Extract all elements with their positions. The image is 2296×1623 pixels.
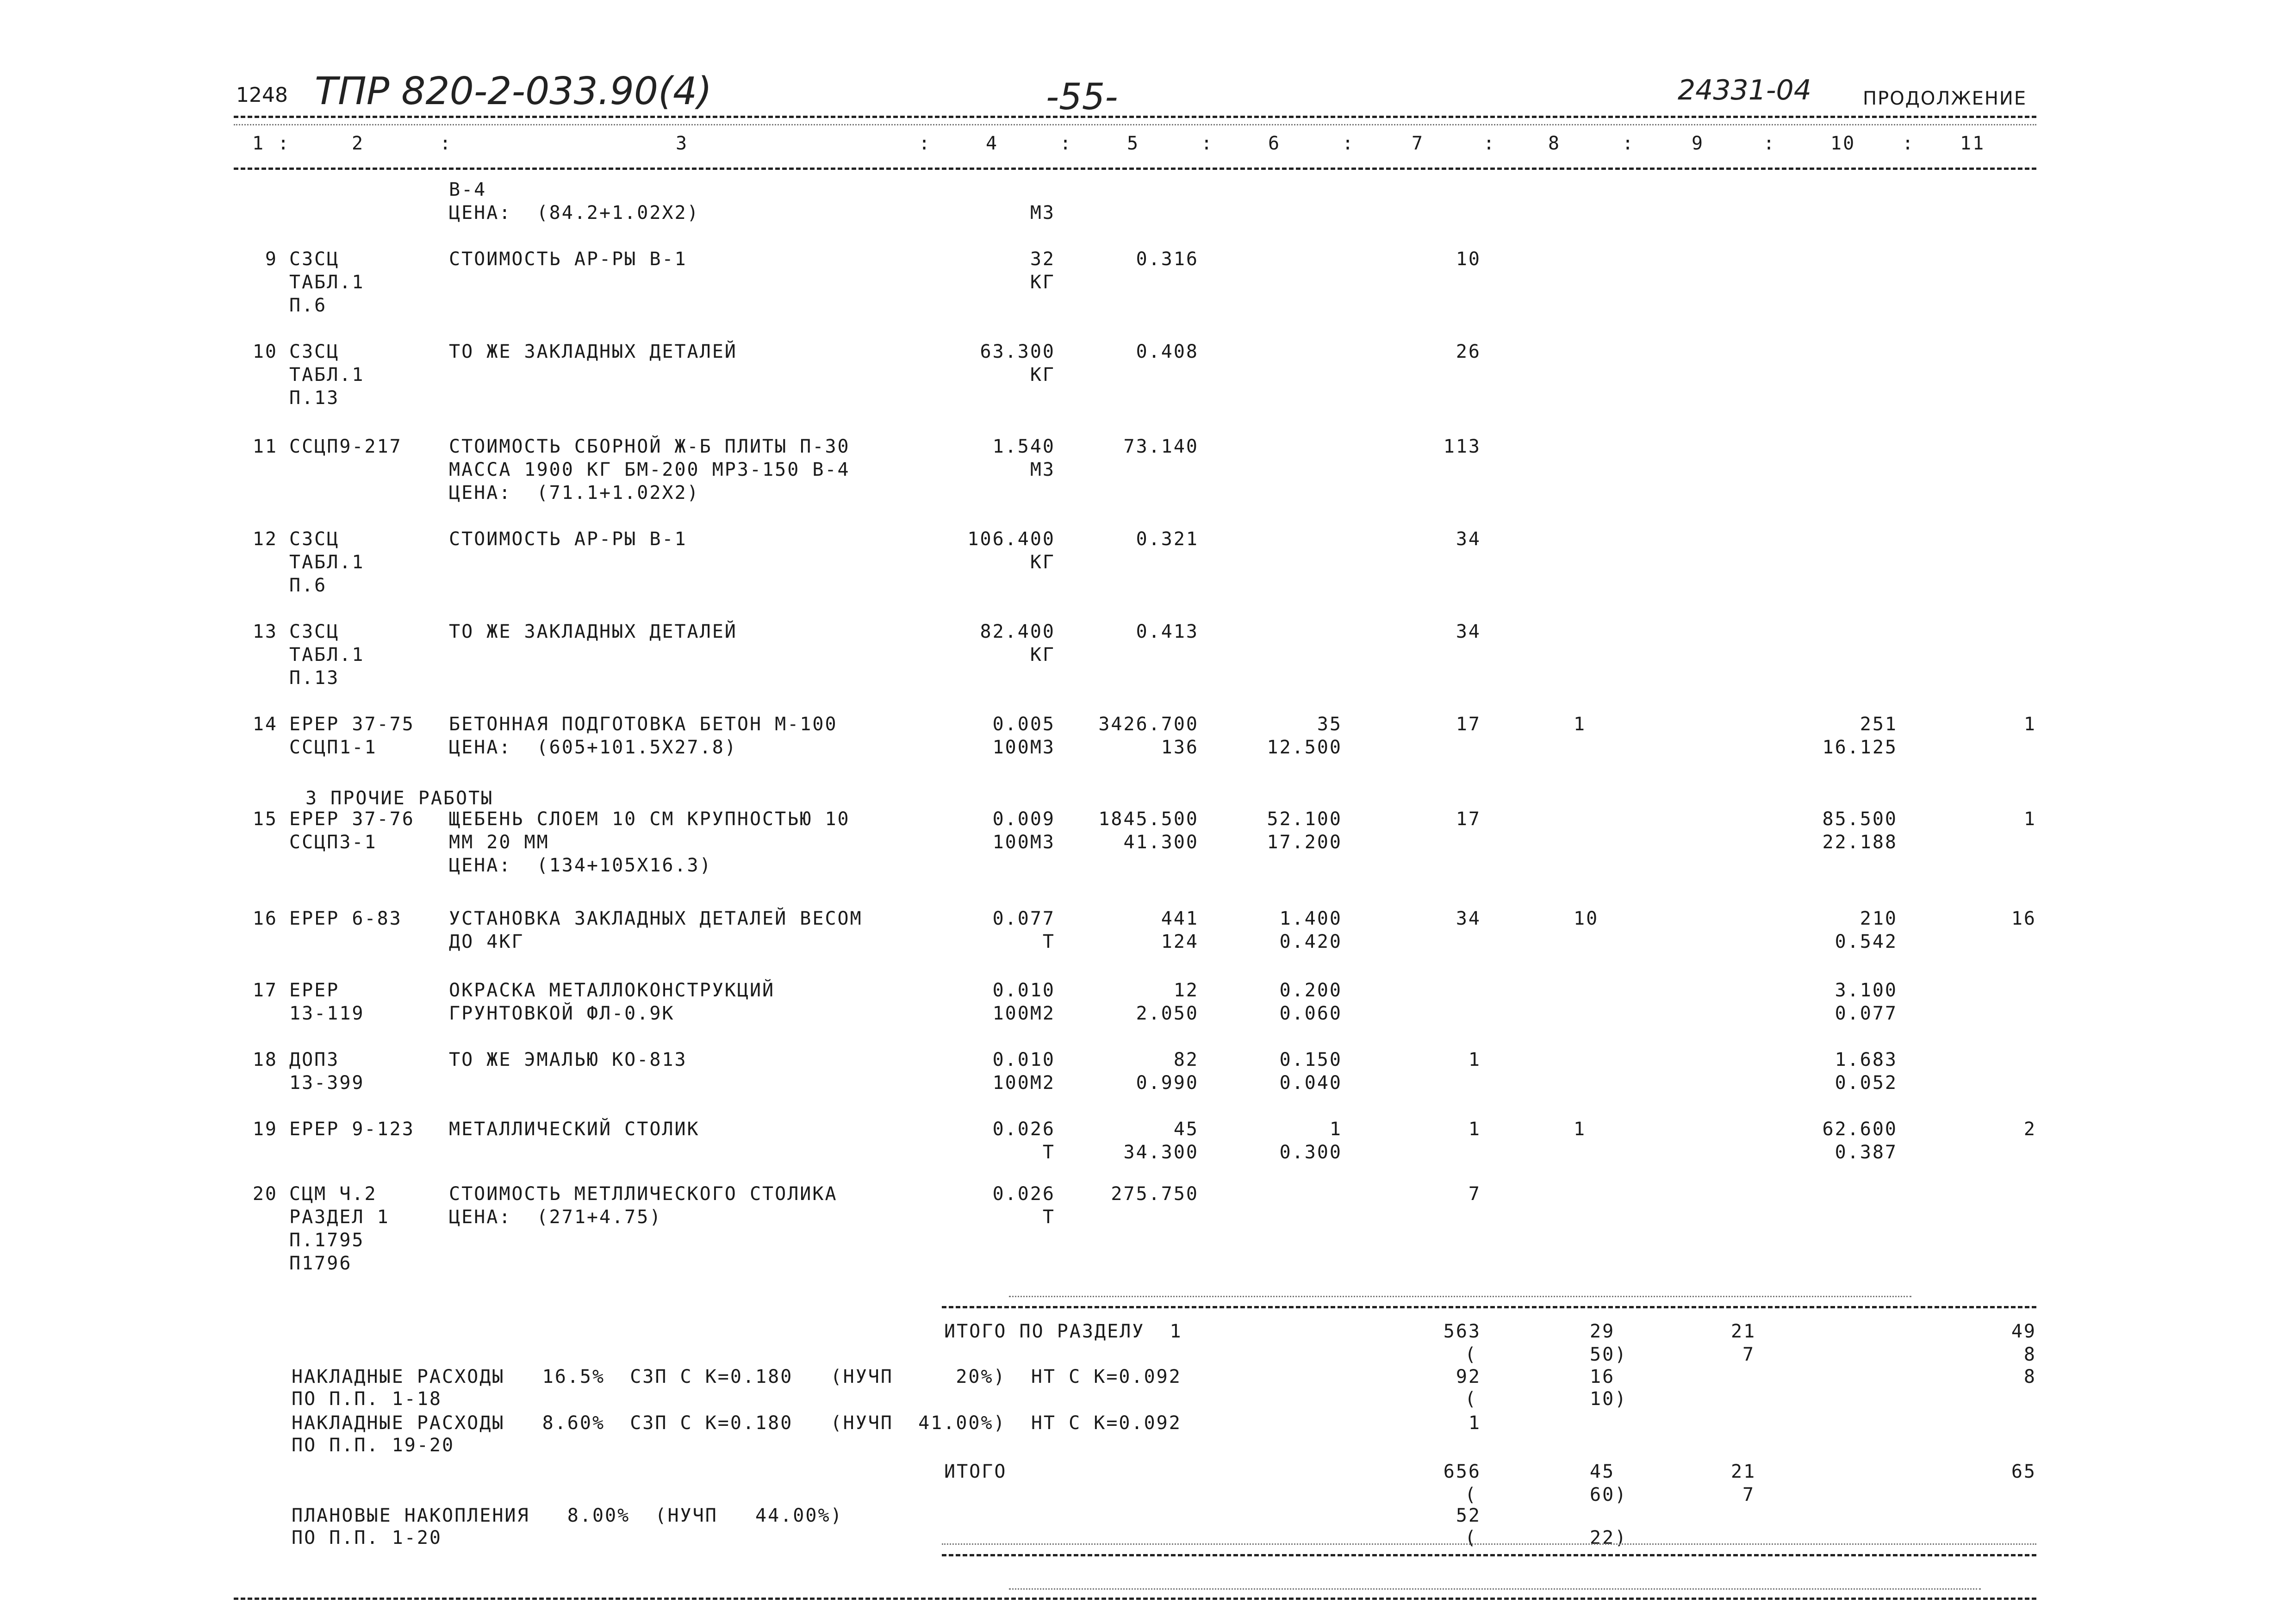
footer-rule <box>234 1598 2036 1600</box>
cell-qty: 100М3 <box>992 832 1055 853</box>
cell-qty: М3 <box>1030 459 1055 480</box>
cell-desc: ЦЕНА: (271+4.75) <box>449 1206 662 1228</box>
cell-code: ТАБЛ.1 <box>289 644 365 665</box>
header-dots <box>234 124 2036 125</box>
cell-no: 15 <box>252 808 278 830</box>
cell-code: П.13 <box>289 667 340 689</box>
cell-qty: КГ <box>1030 272 1055 293</box>
overhead2-line2: ПО П.П. 19-20 <box>292 1435 455 1456</box>
cell-no: 19 <box>252 1119 278 1140</box>
col-num-3: 3 <box>676 133 689 154</box>
cell-c6: 0.150 <box>1279 1049 1342 1070</box>
cell-desc: ЩЕБЕНЬ СЛОЕМ 10 СМ КРУПНОСТЬЮ 10 <box>449 808 850 830</box>
cell-price: 0.321 <box>1136 529 1199 550</box>
cell-c11: 16 <box>2011 908 2036 929</box>
total-paren: ( <box>1465 1484 1478 1505</box>
cell-c10: 210 <box>1860 908 1898 929</box>
document-code: ТПР 820-2-033.90(4) <box>315 69 712 113</box>
cell-c6: 17.200 <box>1267 832 1342 853</box>
cell-code: П.13 <box>289 387 340 409</box>
overhead1-line2: ПО П.П. 1-18 <box>292 1388 442 1410</box>
col-num-2: 2 <box>352 133 365 154</box>
cell-no: 17 <box>252 980 278 1001</box>
cell-desc: СТОИМОСТЬ АР-РЫ В-1 <box>449 249 687 270</box>
cell-price: 275.750 <box>1111 1183 1199 1205</box>
cell-no: 9 <box>265 249 278 270</box>
col-num-10: 10 <box>1830 133 1856 154</box>
total-c9-1: 21 <box>1731 1461 1756 1482</box>
cell-code: ЕРЕР 6-83 <box>289 908 402 929</box>
section-total-c11-2: 8 <box>2023 1344 2036 1365</box>
total-c11: 65 <box>2011 1461 2036 1482</box>
cell-c7: 34 <box>1456 621 1481 642</box>
continuation-label: ПРОДОЛЖЕНИЕ <box>1863 88 2027 109</box>
section-total-label: ИТОГО ПО РАЗДЕЛУ 1 <box>944 1321 1182 1342</box>
section-total-c7: 563 <box>1443 1321 1481 1342</box>
cell-qty: Т <box>1042 1206 1055 1228</box>
cell-code: СЦМ Ч.2 <box>289 1183 377 1205</box>
cell-desc: СТОИМОСТЬ МЕТЛЛИЧЕСКОГО СТОЛИКА <box>449 1183 838 1205</box>
total-label: ИТОГО <box>944 1461 1007 1482</box>
cell-price: 0.990 <box>1136 1072 1199 1094</box>
cell-desc: СТОИМОСТЬ СБОРНОЙ Ж-Б ПЛИТЫ П-30 <box>449 436 850 457</box>
cell-code: ЕРЕР 9-123 <box>289 1119 415 1140</box>
cell-code: П.1795 <box>289 1230 365 1251</box>
col-num-7: 7 <box>1412 133 1425 154</box>
cell-qty: 0.026 <box>992 1183 1055 1205</box>
cell-desc: ДО 4КГ <box>449 931 524 952</box>
cell-qty: 63.300 <box>980 341 1055 362</box>
cell-c6: 0.200 <box>1279 980 1342 1001</box>
cell-price: 0.408 <box>1136 341 1199 362</box>
cell-c6: 12.500 <box>1267 737 1342 758</box>
section-total-paren: ( <box>1465 1344 1478 1365</box>
cell-qty: 0.010 <box>992 1049 1055 1070</box>
cell-no: 11 <box>252 436 278 457</box>
cell-c7: 113 <box>1443 436 1481 457</box>
cell-price: 34.300 <box>1123 1142 1199 1163</box>
cell-price: 12 <box>1173 980 1199 1001</box>
cell-code: ССЦП9-217 <box>289 436 402 457</box>
cell-price: 41.300 <box>1123 832 1199 853</box>
cell-desc: ГРУНТОВКОЙ ФЛ-0.9К <box>449 1003 675 1024</box>
col-sep: : <box>440 133 453 154</box>
cell-code: С3СЦ <box>289 621 340 642</box>
sheet-number: 1248 <box>236 83 288 107</box>
cell-no: 16 <box>252 908 278 929</box>
col-sep: : <box>1622 133 1635 154</box>
cell-c7: 17 <box>1456 714 1481 735</box>
cell-qty: КГ <box>1030 644 1055 665</box>
cell-qty: М3 <box>1030 202 1055 224</box>
col-sep: : <box>1763 133 1776 154</box>
cell-qty: 106.400 <box>967 529 1055 550</box>
overhead2-c7: 1 <box>1468 1412 1481 1434</box>
cell-code: ТАБЛ.1 <box>289 552 365 573</box>
cell-c10: 0.052 <box>1835 1072 1898 1094</box>
totals-dots-top <box>1009 1296 1911 1297</box>
page-number: -55- <box>1046 76 1118 118</box>
col-sep: : <box>919 133 932 154</box>
planned-c8: 22) <box>1590 1527 1628 1548</box>
cell-c6: 1.400 <box>1279 908 1342 929</box>
cell-code: 13-119 <box>289 1003 365 1024</box>
cell-desc: ЦЕНА: (134+105Х16.3) <box>449 855 712 876</box>
cell-code: ЕРЕР <box>289 980 340 1001</box>
cell-qty: 0.005 <box>992 714 1055 735</box>
cell-c10: 3.100 <box>1835 980 1898 1001</box>
cell-price: 3426.700 <box>1098 714 1199 735</box>
total-c8-1: 45 <box>1590 1461 1615 1482</box>
footer-dots <box>1009 1588 1981 1590</box>
cell-c10: 62.600 <box>1822 1119 1898 1140</box>
cell-code: ССЦП3-1 <box>289 832 377 853</box>
cell-desc: ММ 20 ММ <box>449 832 549 853</box>
col-sep: : <box>1060 133 1073 154</box>
cell-code: 13-399 <box>289 1072 365 1094</box>
cell-code: С3СЦ <box>289 249 340 270</box>
cell-c10: 22.188 <box>1822 832 1898 853</box>
cell-c7: 17 <box>1456 808 1481 830</box>
cell-c6: 0.420 <box>1279 931 1342 952</box>
col-sep: : <box>278 133 291 154</box>
cell-c7: 26 <box>1456 341 1481 362</box>
cell-code: РАЗДЕЛ 1 <box>289 1206 390 1228</box>
cell-price: 1845.500 <box>1098 808 1199 830</box>
cell-desc: ЦЕНА: (71.1+1.02Х2) <box>449 482 700 504</box>
cell-c8: 1 <box>1574 714 1587 735</box>
cell-qty: 0.026 <box>992 1119 1055 1140</box>
cell-code: С3СЦ <box>289 341 340 362</box>
section-total-c8-1: 29 <box>1590 1321 1615 1342</box>
cell-price: 441 <box>1161 908 1199 929</box>
cell-c6: 35 <box>1317 714 1342 735</box>
cell-qty: 100М3 <box>992 737 1055 758</box>
col-sep: : <box>1201 133 1214 154</box>
cell-qty: 0.077 <box>992 908 1055 929</box>
section-heading: 3 ПРОЧИЕ РАБОТЫ <box>305 788 494 809</box>
total-c9-2: 7 <box>1742 1484 1755 1505</box>
cell-qty: 0.010 <box>992 980 1055 1001</box>
cell-code: П.6 <box>289 295 327 316</box>
cell-code: ССЦП1-1 <box>289 737 377 758</box>
cell-c11: 2 <box>2023 1119 2036 1140</box>
cell-desc: УСТАНОВКА ЗАКЛАДНЫХ ДЕТАЛЕЙ ВЕСОМ <box>449 908 863 929</box>
cell-no: 13 <box>252 621 278 642</box>
cell-qty: 32 <box>1030 249 1055 270</box>
cell-desc: БЕТОННАЯ ПОДГОТОВКА БЕТОН М-100 <box>449 714 838 735</box>
cell-desc: ЦЕНА: (605+101.5Х27.8) <box>449 737 737 758</box>
cell-code: С3СЦ <box>289 529 340 550</box>
cell-c6: 0.300 <box>1279 1142 1342 1163</box>
cell-c6: 1 <box>1329 1119 1342 1140</box>
overhead1-c8-1: 16 <box>1590 1366 1615 1387</box>
section-total-c8-2: 50) <box>1590 1344 1628 1365</box>
cell-code: П1796 <box>289 1253 352 1274</box>
cell-c10: 0.387 <box>1835 1142 1898 1163</box>
cell-code: ТАБЛ.1 <box>289 272 365 293</box>
total-c7: 656 <box>1443 1461 1481 1482</box>
cell-c6: 0.040 <box>1279 1072 1342 1094</box>
cell-qty: Т <box>1042 931 1055 952</box>
cell-c7: 1 <box>1468 1119 1481 1140</box>
cell-no: 18 <box>252 1049 278 1070</box>
cell-desc: ТО ЖЕ ЭМАЛЬЮ КО-813 <box>449 1049 687 1070</box>
cell-desc: МЕТАЛЛИЧЕСКИЙ СТОЛИК <box>449 1119 700 1140</box>
cell-desc: В-4 <box>449 179 487 200</box>
cell-qty: 0.009 <box>992 808 1055 830</box>
cell-no: 14 <box>252 714 278 735</box>
cell-qty: Т <box>1042 1142 1055 1163</box>
cell-code: ЕРЕР 37-75 <box>289 714 415 735</box>
cell-qty: 1.540 <box>992 436 1055 457</box>
cell-price: 45 <box>1173 1119 1199 1140</box>
cell-price: 0.413 <box>1136 621 1199 642</box>
section-total-c9-2: 7 <box>1742 1344 1755 1365</box>
cell-desc: СТОИМОСТЬ АР-РЫ В-1 <box>449 529 687 550</box>
cell-no: 20 <box>252 1183 278 1205</box>
header-rule <box>234 116 2036 118</box>
cell-c10: 1.683 <box>1835 1049 1898 1070</box>
cell-desc: ЦЕНА: (84.2+1.02Х2) <box>449 202 700 224</box>
cell-code: ЕРЕР 37-76 <box>289 808 415 830</box>
cell-code: ДОП3 <box>289 1049 340 1070</box>
section-total-c9-1: 21 <box>1731 1321 1756 1342</box>
cell-c11: 1 <box>2023 808 2036 830</box>
section-total-c11-1: 49 <box>2011 1321 2036 1342</box>
cell-c10: 0.077 <box>1835 1003 1898 1024</box>
cell-c7: 34 <box>1456 529 1481 550</box>
col-sep: : <box>1902 133 1915 154</box>
overhead1-c11: 8 <box>2023 1366 2036 1387</box>
cell-price: 2.050 <box>1136 1003 1199 1024</box>
cell-c10: 251 <box>1860 714 1898 735</box>
cell-price: 136 <box>1161 737 1199 758</box>
cell-desc: ОКРАСКА МЕТАЛЛОКОНСТРУКЦИЙ <box>449 980 775 1001</box>
planned-line2: ПО П.П. 1-20 <box>292 1527 442 1548</box>
planned-paren: ( <box>1465 1527 1478 1548</box>
cell-desc: МАССА 1900 КГ БМ-200 МР3-150 В-4 <box>449 459 850 480</box>
overhead1-c8-2: 10) <box>1590 1388 1628 1410</box>
cell-c6: 0.060 <box>1279 1003 1342 1024</box>
col-sep: : <box>1483 133 1496 154</box>
planned-line1: ПЛАНОВЫЕ НАКОПЛЕНИЯ 8.00% (НУЧП 44.00%) <box>292 1505 843 1526</box>
cell-c8: 10 <box>1574 908 1599 929</box>
col-num-1: 1 <box>252 133 265 154</box>
archive-number: 24331-04 <box>1678 74 1811 106</box>
cell-qty: 100М2 <box>992 1003 1055 1024</box>
column-header-rule <box>234 168 2036 170</box>
cell-c7: 7 <box>1468 1183 1481 1205</box>
col-num-4: 4 <box>986 133 999 154</box>
cell-price: 82 <box>1173 1049 1199 1070</box>
cell-no: 12 <box>252 529 278 550</box>
overhead1-c7: 92 <box>1456 1366 1481 1387</box>
col-num-8: 8 <box>1548 133 1561 154</box>
cell-price: 73.140 <box>1123 436 1199 457</box>
cell-code: П.6 <box>289 575 327 596</box>
col-num-5: 5 <box>1127 133 1140 154</box>
cell-c7: 34 <box>1456 908 1481 929</box>
cell-c7: 1 <box>1468 1049 1481 1070</box>
col-num-9: 9 <box>1692 133 1705 154</box>
cell-qty: 82.400 <box>980 621 1055 642</box>
cell-qty: 100М2 <box>992 1072 1055 1094</box>
cell-c10: 16.125 <box>1822 737 1898 758</box>
col-num-11: 11 <box>1960 133 1985 154</box>
cell-c10: 0.542 <box>1835 931 1898 952</box>
col-sep: : <box>1342 133 1355 154</box>
cell-c6: 52.100 <box>1267 808 1342 830</box>
cell-desc: ТО ЖЕ ЗАКЛАДНЫХ ДЕТАЛЕЙ <box>449 621 737 642</box>
cell-c7: 10 <box>1456 249 1481 270</box>
cell-code: ТАБЛ.1 <box>289 364 365 386</box>
overhead1-paren: ( <box>1465 1388 1478 1410</box>
planned-c7: 52 <box>1456 1505 1481 1526</box>
total-c8-2: 60) <box>1590 1484 1628 1505</box>
cell-desc: ТО ЖЕ ЗАКЛАДНЫХ ДЕТАЛЕЙ <box>449 341 737 362</box>
cell-no: 10 <box>252 341 278 362</box>
cell-price: 124 <box>1161 931 1199 952</box>
overhead1-line1: НАКЛАДНЫЕ РАСХОДЫ 16.5% СЗП С К=0.180 (НУЧП 20%) НТ С К=0.092 <box>292 1366 1182 1387</box>
cell-qty: КГ <box>1030 364 1055 386</box>
cell-c8: 1 <box>1574 1119 1587 1140</box>
cell-c10: 85.500 <box>1822 808 1898 830</box>
cell-price: 0.316 <box>1136 249 1199 270</box>
col-num-6: 6 <box>1268 133 1281 154</box>
totals-rule-top <box>942 1306 2036 1308</box>
cell-c11: 1 <box>2023 714 2036 735</box>
totals-rule-bottom <box>942 1554 2036 1556</box>
totals-dots-bottom <box>942 1543 2036 1545</box>
cell-qty: КГ <box>1030 552 1055 573</box>
overhead2-line1: НАКЛАДНЫЕ РАСХОДЫ 8.60% СЗП С К=0.180 (НУЧП 41.00%) НТ С К=0.092 <box>292 1412 1182 1434</box>
